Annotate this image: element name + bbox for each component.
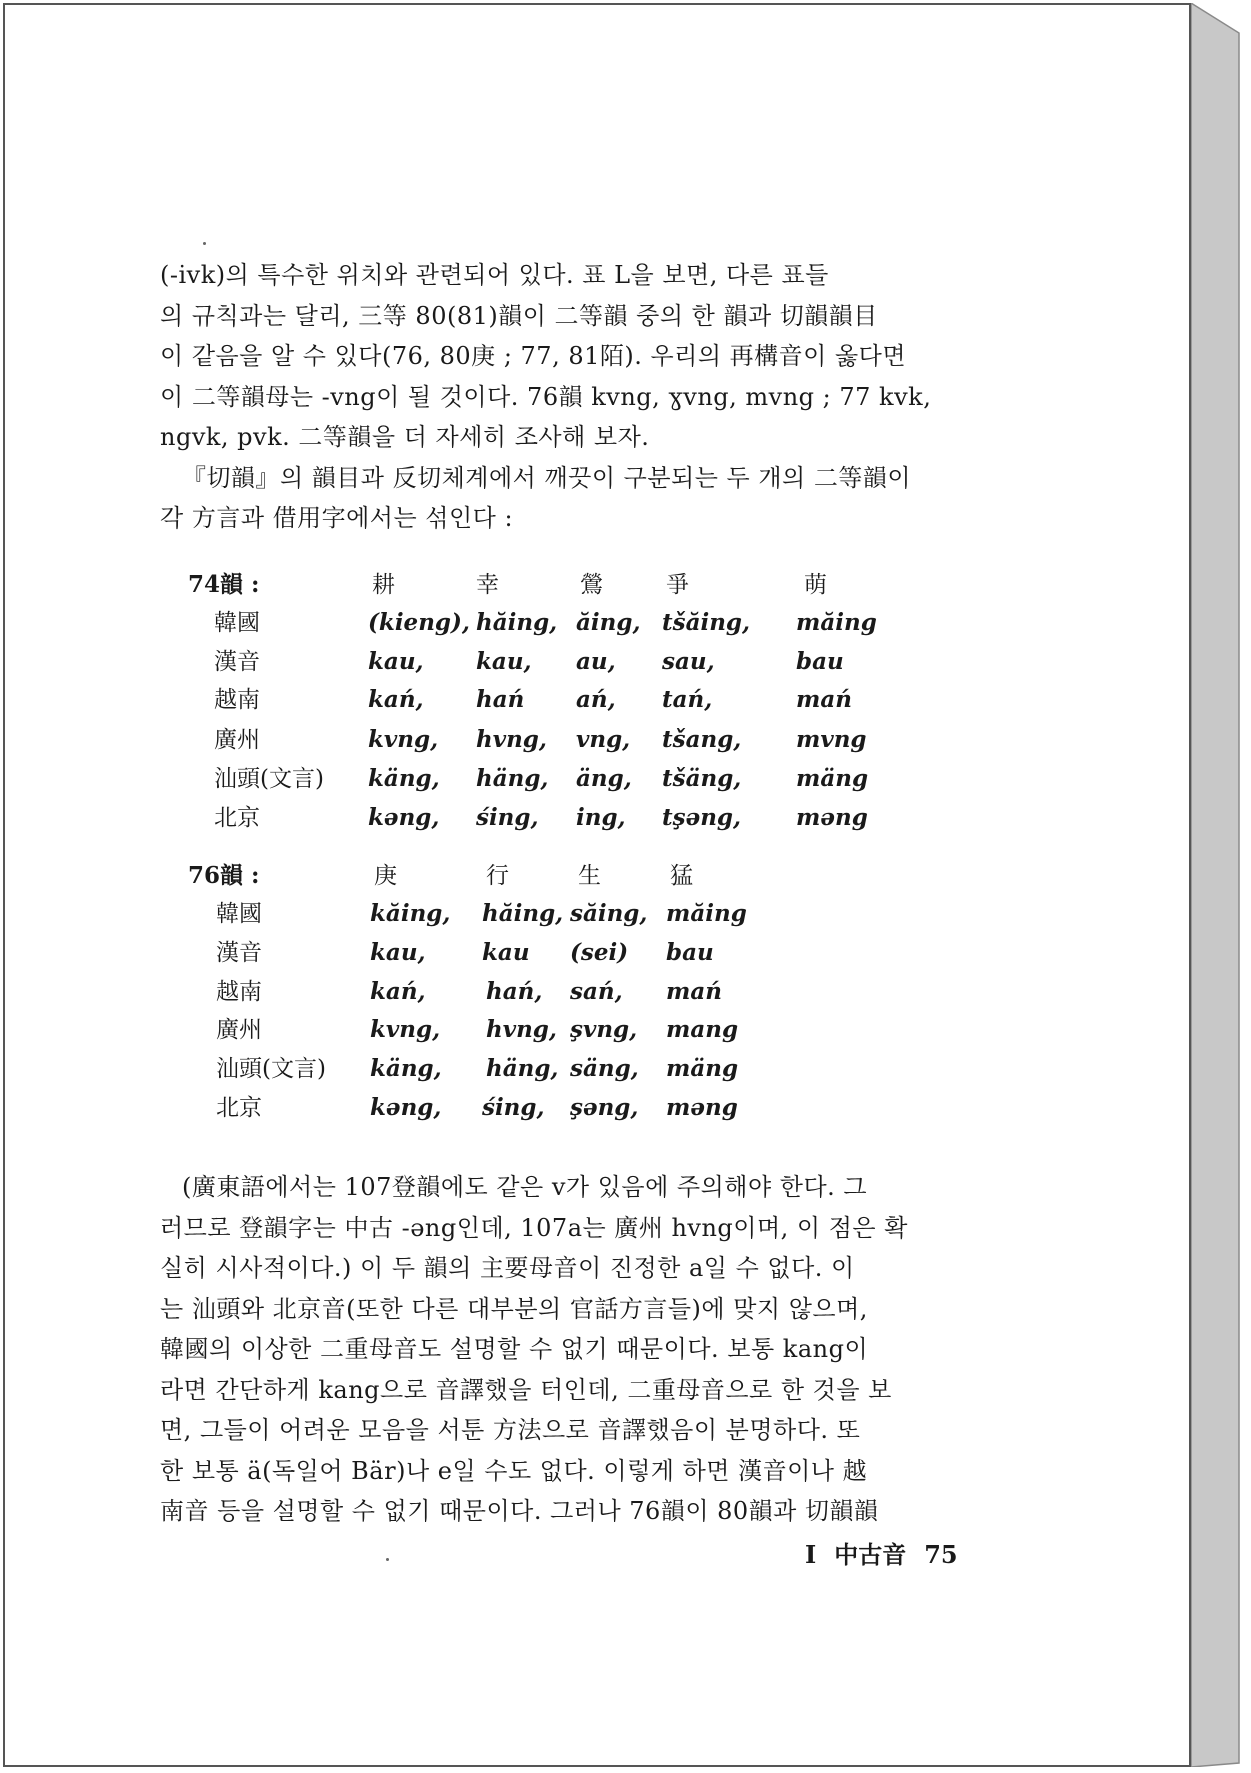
table-header-char: 萌 [804,572,827,598]
table-cell: sań, [570,978,623,1005]
table-cell: hvng, [486,1016,557,1043]
dialect-label: 廣州 [216,1017,262,1043]
dialect-label: 越南 [214,687,260,713]
page-number: 75 [924,1540,958,1569]
section-number: I [805,1540,817,1569]
paragraph-3 [160,1167,980,1532]
table-cell: tšăing, [662,609,751,636]
table-cell: kau, [476,648,532,675]
table-cell: śing, [482,1094,545,1121]
text-line: 이 같음을 알 수 있다(76, 80庚 ; 77, 81陌). 우리의 再構音이 옳다면 [160,342,907,370]
table-cell: mäng [666,1055,739,1082]
dialect-label: 北京 [214,805,260,831]
table-cell: käng, [368,765,440,792]
text-line: 각 方言과 借用字에서는 섞인다 : [160,504,514,532]
table-cell: säng, [570,1055,639,1082]
table-cell: śing, [476,804,539,831]
table-cell: bau [796,648,844,675]
text-line: 한 보통 ä(독일어 Bär)나 e일 수도 없다. 이렇게 하면 漢音이나 越 [160,1456,868,1485]
table-cell: käng, [370,1055,442,1082]
table-cell: tšäng, [662,765,742,792]
table-cell: hvng, [476,726,547,753]
table-cell: (sei) [570,939,629,966]
table-cell: ań, [576,686,616,713]
running-footer [805,1535,976,1570]
paragraph-1 [160,255,980,458]
scan-speck [203,242,206,245]
table-cell: hań [476,686,525,713]
table-cell: kvng, [368,726,439,753]
table-cell: kvng, [370,1016,441,1043]
text-line: 의 규칙과는 달리, 三等 80(81)韻이 二等韻 중의 한 韻과 切韻韻目 [160,301,878,330]
table-cell: məng [796,804,868,831]
table-cell: kau, [370,939,426,966]
dialect-label: 漢音 [214,649,260,675]
text-line: 는 汕頭와 北京音(또한 다른 대부분의 官話方言들)에 맞지 않으며, [160,1294,868,1323]
page-edge-shadow [1191,3,1246,1767]
table-cell: mang [666,1016,739,1043]
table-cell: ing, [576,804,626,831]
dialect-label: 汕頭(文言) [214,766,324,792]
table-header-char: 猛 [670,863,693,889]
paragraph-2 [160,458,980,539]
table-cell: mań [796,686,852,713]
dialect-label: 韓國 [214,610,260,636]
table-cell: au, [576,648,616,675]
text-line: (-ivk)의 특수한 위치와 관련되어 있다. 표 L을 보면, 다른 표들 [160,261,829,289]
dialect-label: 韓國 [216,901,262,927]
table-cell: kań, [368,686,424,713]
table-cell: tşəng, [662,804,742,831]
dialect-label: 汕頭(文言) [216,1056,326,1082]
text-line: 이 二等韻母는 -vng이 될 것이다. 76韻 kvng, ɣvng, mvng ; 77 kvk, [160,382,932,411]
table-header-char: 庚 [374,863,397,889]
text-line: 러므로 登韻字는 中古 -əng인데, 107a는 廣州 hvng이며, 이 점은 확 [160,1213,908,1242]
table-cell: ăing, [576,609,641,636]
text-line: 실히 시사적이다.) 이 두 韻의 主要母音이 진정한 a일 수 없다. 이 [160,1254,855,1282]
table-cell: măing [796,609,877,636]
table-cell: kau, [368,648,424,675]
table-cell: äng, [576,765,632,792]
table-cell: tšang, [662,726,742,753]
table-cell: şəng, [570,1094,639,1121]
text-line: ngvk, pvk. 二等韻을 더 자세히 조사해 보자. [160,423,650,451]
table-cell: şvng, [570,1016,638,1043]
table-title: 76韻 : [188,862,260,889]
text-line: 라면 간단하게 kang으로 音譯했을 터인데, 二重母音으로 한 것을 보 [160,1375,892,1404]
text-line: (廣東語에서는 107登韻에도 같은 v가 있음에 주의해야 한다. 그 [182,1173,868,1201]
table-cell: sau, [662,648,715,675]
table-header-char: 幸 [476,572,499,598]
page-body [160,255,980,539]
table-header-char: 生 [578,863,601,889]
text-line: 韓國의 이상한 二重母音도 설명할 수 없기 때문이다. 보통 kang이 [160,1335,869,1363]
table-cell: măing [666,900,747,927]
table-header-char: 耕 [372,572,395,598]
table-cell: tań, [662,686,713,713]
table-header-char: 行 [486,863,509,889]
table-title: 74韻 : [188,571,260,598]
table-cell: kəng, [368,804,440,831]
table-cell: bau [666,939,714,966]
table-cell: kăing, [370,900,451,927]
dialect-label: 漢音 [216,940,262,966]
table-cell: vng, [576,726,631,753]
page-body-lower [160,1167,980,1532]
table-cell: kań, [370,978,426,1005]
table-cell: häng, [476,765,549,792]
dialect-label: 北京 [216,1095,262,1121]
table-cell: hań, [486,978,543,1005]
table-cell: săing, [570,900,648,927]
text-line: 『切韻』의 韻目과 反切체계에서 깨끗이 구분되는 두 개의 二等韻이 [182,463,912,492]
table-cell: mań [666,978,722,1005]
table-cell: kəng, [370,1094,442,1121]
dialect-label: 廣州 [214,727,260,753]
table-cell: kau [482,939,530,966]
table-cell: hăing, [482,900,564,927]
table-cell: məng [666,1094,738,1121]
table-header-char: 鶯 [580,572,603,598]
table-cell: hăing, [476,609,558,636]
table-cell: (kieng), [368,609,470,636]
text-line: 南音 등을 설명할 수 없기 때문이다. 그러나 76韻이 80韻과 切韻韻 [160,1497,879,1525]
table-cell: mäng [796,765,869,792]
table-cell: mvng [796,726,867,753]
chapter-title: 中古音 [834,1540,907,1569]
table-header-char: 爭 [666,572,689,598]
dialect-label: 越南 [216,979,262,1005]
text-line: 면, 그들이 어려운 모음을 서툰 方法으로 音譯했음이 분명하다. 또 [160,1416,861,1444]
table-cell: häng, [486,1055,559,1082]
scan-speck [386,1558,389,1561]
